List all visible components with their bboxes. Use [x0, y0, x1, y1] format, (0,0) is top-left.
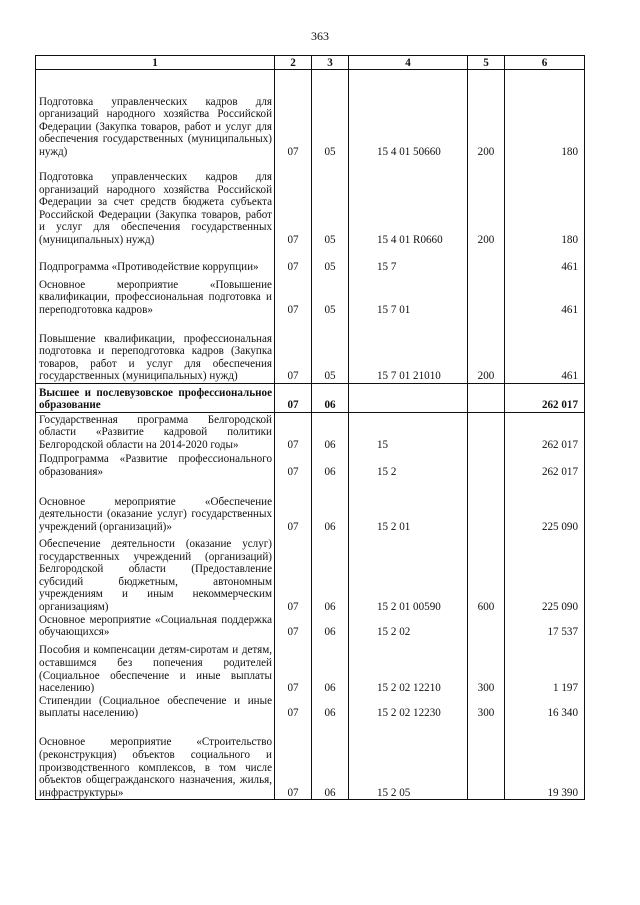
row-name-cell: Основное мероприятие «Обеспечение деятельности (оказание услуг) государственных учреждений (организаций)» — [36, 479, 275, 534]
column-header-6: 6 — [505, 56, 585, 70]
row-target-article-cell — [349, 384, 468, 413]
row-subsection-cell: 06 — [312, 384, 349, 413]
row-subsection-cell: 05 — [312, 247, 349, 274]
row-section-cell: 07 — [275, 247, 312, 274]
row-subsection-cell: 06 — [312, 695, 349, 720]
row-name-cell: Основное мероприятие «Социальная поддержка обучающихся» — [36, 614, 275, 639]
row-section-cell: 07 — [275, 384, 312, 413]
row-expense-type-cell — [468, 413, 505, 452]
row-name-cell: Повышение квалификации, профессиональная подготовка и переподготовка кадров (Закупка товаров, работ и услуг для обеспечения государственных (муниципальных) нужд) — [36, 317, 275, 384]
table-row — [36, 695, 585, 720]
row-amount-cell: 180 — [505, 159, 585, 247]
row-section-cell: 07 — [275, 274, 312, 317]
table-section-row — [36, 384, 585, 413]
table-row — [36, 70, 585, 159]
row-name-cell: Обеспечение деятельности (оказание услуг) государственных учреждений (организаций) Белгородской области (Предоставление субсидий бюджетным, автономным учреждениям и иным некоммерческим организациям) — [36, 534, 275, 614]
row-section-cell: 07 — [275, 159, 312, 247]
row-subsection-cell: 06 — [312, 639, 349, 695]
row-target-article-cell: 15 2 02 12210 — [349, 639, 468, 695]
row-expense-type-cell: 600 — [468, 534, 505, 614]
row-target-article-cell: 15 7 01 21010 — [349, 317, 468, 384]
header-row — [36, 56, 585, 70]
column-header-5: 5 — [468, 56, 505, 70]
row-expense-type-cell: 300 — [468, 639, 505, 695]
row-target-article-cell: 15 2 05 — [349, 720, 468, 800]
row-name-cell: Основное мероприятие «Повышение квалификации, профессиональная подготовка и переподготовка кадров» — [36, 274, 275, 317]
row-target-article-cell: 15 2 01 — [349, 479, 468, 534]
row-amount-cell: 262 017 — [505, 413, 585, 452]
row-amount-cell: 19 390 — [505, 720, 585, 800]
row-amount-cell: 225 090 — [505, 534, 585, 614]
row-name-cell: Высшее и послевузовское профессиональное образование — [36, 384, 275, 413]
row-section-cell: 07 — [275, 479, 312, 534]
table-row — [36, 479, 585, 534]
row-target-article-cell: 15 2 02 — [349, 614, 468, 639]
row-name-cell: Подготовка управленческих кадров для организаций народного хозяйства Российской Федерации за счет средств бюджета субъекта Российской Федерации (Закупка товаров, работ и услуг для обеспечения государственных (муниципальных) нужд) — [36, 159, 275, 247]
row-subsection-cell: 06 — [312, 479, 349, 534]
row-amount-cell: 262 017 — [505, 384, 585, 413]
row-amount-cell: 16 340 — [505, 695, 585, 720]
table-header — [36, 56, 585, 70]
row-subsection-cell: 05 — [312, 317, 349, 384]
row-expense-type-cell — [468, 384, 505, 413]
row-expense-type-cell: 200 — [468, 159, 505, 247]
row-subsection-cell: 06 — [312, 720, 349, 800]
row-section-cell: 07 — [275, 317, 312, 384]
row-section-cell: 07 — [275, 534, 312, 614]
row-target-article-cell: 15 4 01 50660 — [349, 70, 468, 159]
row-amount-cell: 180 — [505, 70, 585, 159]
row-expense-type-cell — [468, 274, 505, 317]
row-amount-cell: 262 017 — [505, 452, 585, 479]
row-name-cell: Стипендии (Социальное обеспечение и иные выплаты населению) — [36, 695, 275, 720]
row-target-article-cell: 15 4 01 R0660 — [349, 159, 468, 247]
row-name-cell: Пособия и компенсации детям-сиротам и детям, оставшимся без попечения родителей (Социальное обеспечение и иные выплаты населению) — [36, 639, 275, 695]
row-expense-type-cell: 300 — [468, 695, 505, 720]
row-expense-type-cell — [468, 720, 505, 800]
row-subsection-cell: 06 — [312, 614, 349, 639]
row-name-cell: Подготовка управленческих кадров для организаций народного хозяйства Российской Федерации (Закупка товаров, работ и услуг для обеспечения государственных (муниципальных) нужд) — [36, 70, 275, 159]
budget-table — [35, 55, 585, 800]
row-target-article-cell: 15 2 — [349, 452, 468, 479]
row-name-cell: Основное мероприятие «Строительство (реконструкция) объектов социального и производственного комплексов, в том числе объектов общегражданского назначения, жилья, инфраструктуры» — [36, 720, 275, 800]
column-header-4: 4 — [349, 56, 468, 70]
row-expense-type-cell — [468, 479, 505, 534]
row-section-cell: 07 — [275, 452, 312, 479]
row-name-cell: Подпрограмма «Противодействие коррупции» — [36, 247, 275, 274]
column-header-2: 2 — [275, 56, 312, 70]
row-target-article-cell: 15 2 01 00590 — [349, 534, 468, 614]
row-section-cell: 07 — [275, 639, 312, 695]
row-expense-type-cell — [468, 452, 505, 479]
row-subsection-cell: 05 — [312, 70, 349, 159]
row-section-cell: 07 — [275, 413, 312, 452]
row-subsection-cell: 06 — [312, 452, 349, 479]
table-row — [36, 247, 585, 274]
table-row — [36, 317, 585, 384]
row-amount-cell: 461 — [505, 274, 585, 317]
row-amount-cell: 17 537 — [505, 614, 585, 639]
row-amount-cell: 225 090 — [505, 479, 585, 534]
row-name-cell: Государственная программа Белгородской области «Развитие кадровой политики Белгородской области на 2014-2020 годы» — [36, 413, 275, 452]
table-row — [36, 274, 585, 317]
row-expense-type-cell — [468, 614, 505, 639]
row-amount-cell: 461 — [505, 247, 585, 274]
row-section-cell: 07 — [275, 720, 312, 800]
table-row — [36, 534, 585, 614]
page-number: 363 — [311, 29, 329, 43]
row-name-cell: Подпрограмма «Развитие профессионального образования» — [36, 452, 275, 479]
row-amount-cell: 1 197 — [505, 639, 585, 695]
table-row — [36, 639, 585, 695]
table-row — [36, 452, 585, 479]
row-expense-type-cell — [468, 247, 505, 274]
column-header-1: 1 — [36, 56, 275, 70]
row-section-cell: 07 — [275, 70, 312, 159]
row-target-article-cell: 15 — [349, 413, 468, 452]
column-header-3: 3 — [312, 56, 349, 70]
row-subsection-cell: 05 — [312, 274, 349, 317]
row-section-cell: 07 — [275, 695, 312, 720]
table-row — [36, 614, 585, 639]
row-target-article-cell: 15 7 01 — [349, 274, 468, 317]
table-row — [36, 159, 585, 247]
row-section-cell: 07 — [275, 614, 312, 639]
row-subsection-cell: 05 — [312, 159, 349, 247]
row-amount-cell: 461 — [505, 317, 585, 384]
row-expense-type-cell: 200 — [468, 70, 505, 159]
table-body — [36, 70, 585, 800]
row-expense-type-cell: 200 — [468, 317, 505, 384]
row-target-article-cell: 15 7 — [349, 247, 468, 274]
row-subsection-cell: 06 — [312, 534, 349, 614]
table-row — [36, 720, 585, 800]
row-subsection-cell: 06 — [312, 413, 349, 452]
row-target-article-cell: 15 2 02 12230 — [349, 695, 468, 720]
table-row — [36, 413, 585, 452]
